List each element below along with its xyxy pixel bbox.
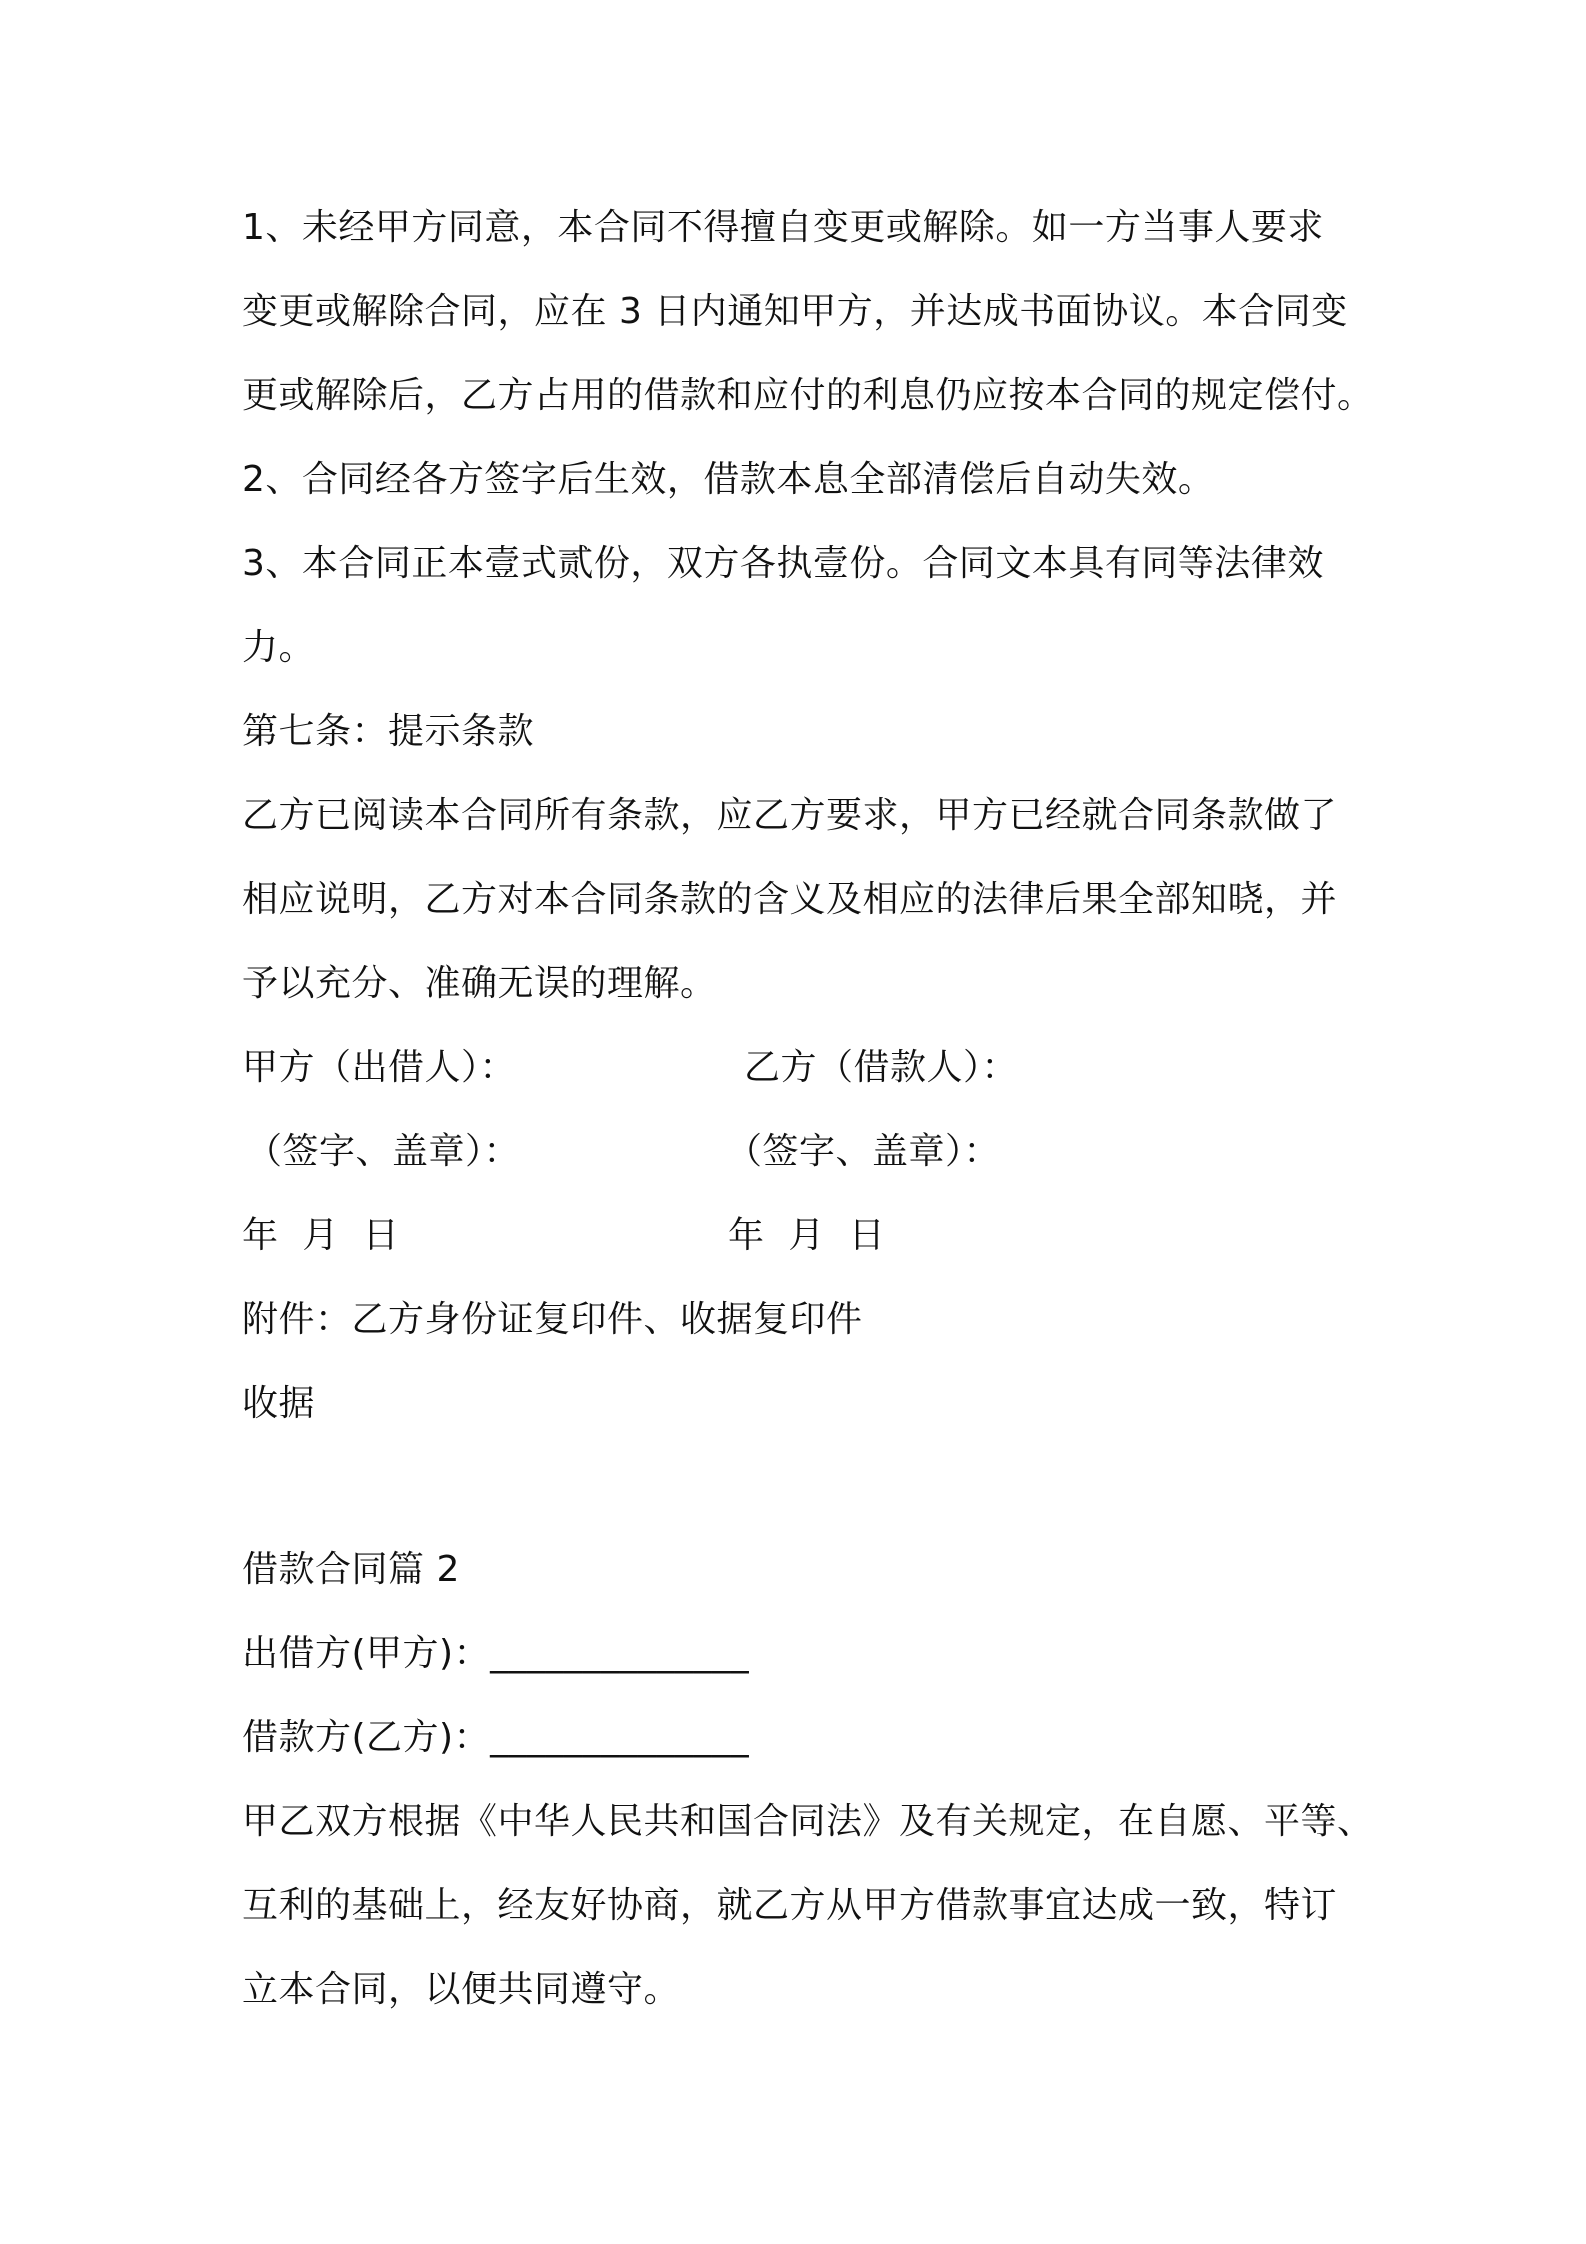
clause-line: 1、未经甲方同意，本合同不得擅自变更或解除。如一方当事人要求 — [242, 207, 1324, 248]
party-a-date: 年 月 日 — [242, 1215, 400, 1256]
clause-line: 更或解除后，乙方占用的借款和应付的利息仍应按本合同的规定偿付。 — [242, 375, 1374, 416]
article-heading: 第七条：提示条款 — [242, 711, 535, 752]
clause-line: 力。 — [242, 627, 316, 668]
preamble-line: 甲乙双方根据《中华人民共和国合同法》及有关规定，在自愿、平等、 — [242, 1801, 1374, 1842]
clause-line: 予以充分、准确无误的理解。 — [242, 963, 717, 1004]
party-b-sign: （签字、盖章）： — [726, 1131, 1001, 1172]
clause-line: 2、合同经各方签字后生效，借款本息全部清偿后自动失效。 — [242, 459, 1215, 500]
clause-line: 变更或解除合同，应在 3 日内通知甲方，并达成书面协议。本合同变 — [242, 291, 1348, 332]
attachment-line: 附件：乙方身份证复印件、收据复印件 — [242, 1299, 863, 1340]
party-a-sign: （签字、盖章）： — [246, 1131, 521, 1172]
preamble-line: 立本合同，以便共同遵守。 — [242, 1969, 681, 2010]
clause-line: 乙方已阅读本合同所有条款，应乙方要求，甲方已经就合同条款做了 — [242, 795, 1338, 836]
receipt-line: 收据 — [242, 1383, 316, 1424]
clause-line: 相应说明，乙方对本合同条款的含义及相应的法律后果全部知晓，并 — [242, 879, 1338, 920]
party-b-label: 乙方（借款人）： — [744, 1047, 1019, 1088]
party-b-date: 年 月 日 — [728, 1215, 886, 1256]
party-a-label: 甲方（出借人）： — [242, 1047, 517, 1088]
lender-line: 出借方(甲方)：______________ — [242, 1633, 750, 1674]
borrower-line: 借款方(乙方)：______________ — [242, 1717, 750, 1758]
preamble-line: 互利的基础上，经友好协商，就乙方从甲方借款事宜达成一致，特订 — [242, 1885, 1338, 1926]
section-title: 借款合同篇 2 — [242, 1549, 460, 1590]
clause-line: 3、本合同正本壹式贰份，双方各执壹份。合同文本具有同等法律效 — [242, 543, 1324, 584]
